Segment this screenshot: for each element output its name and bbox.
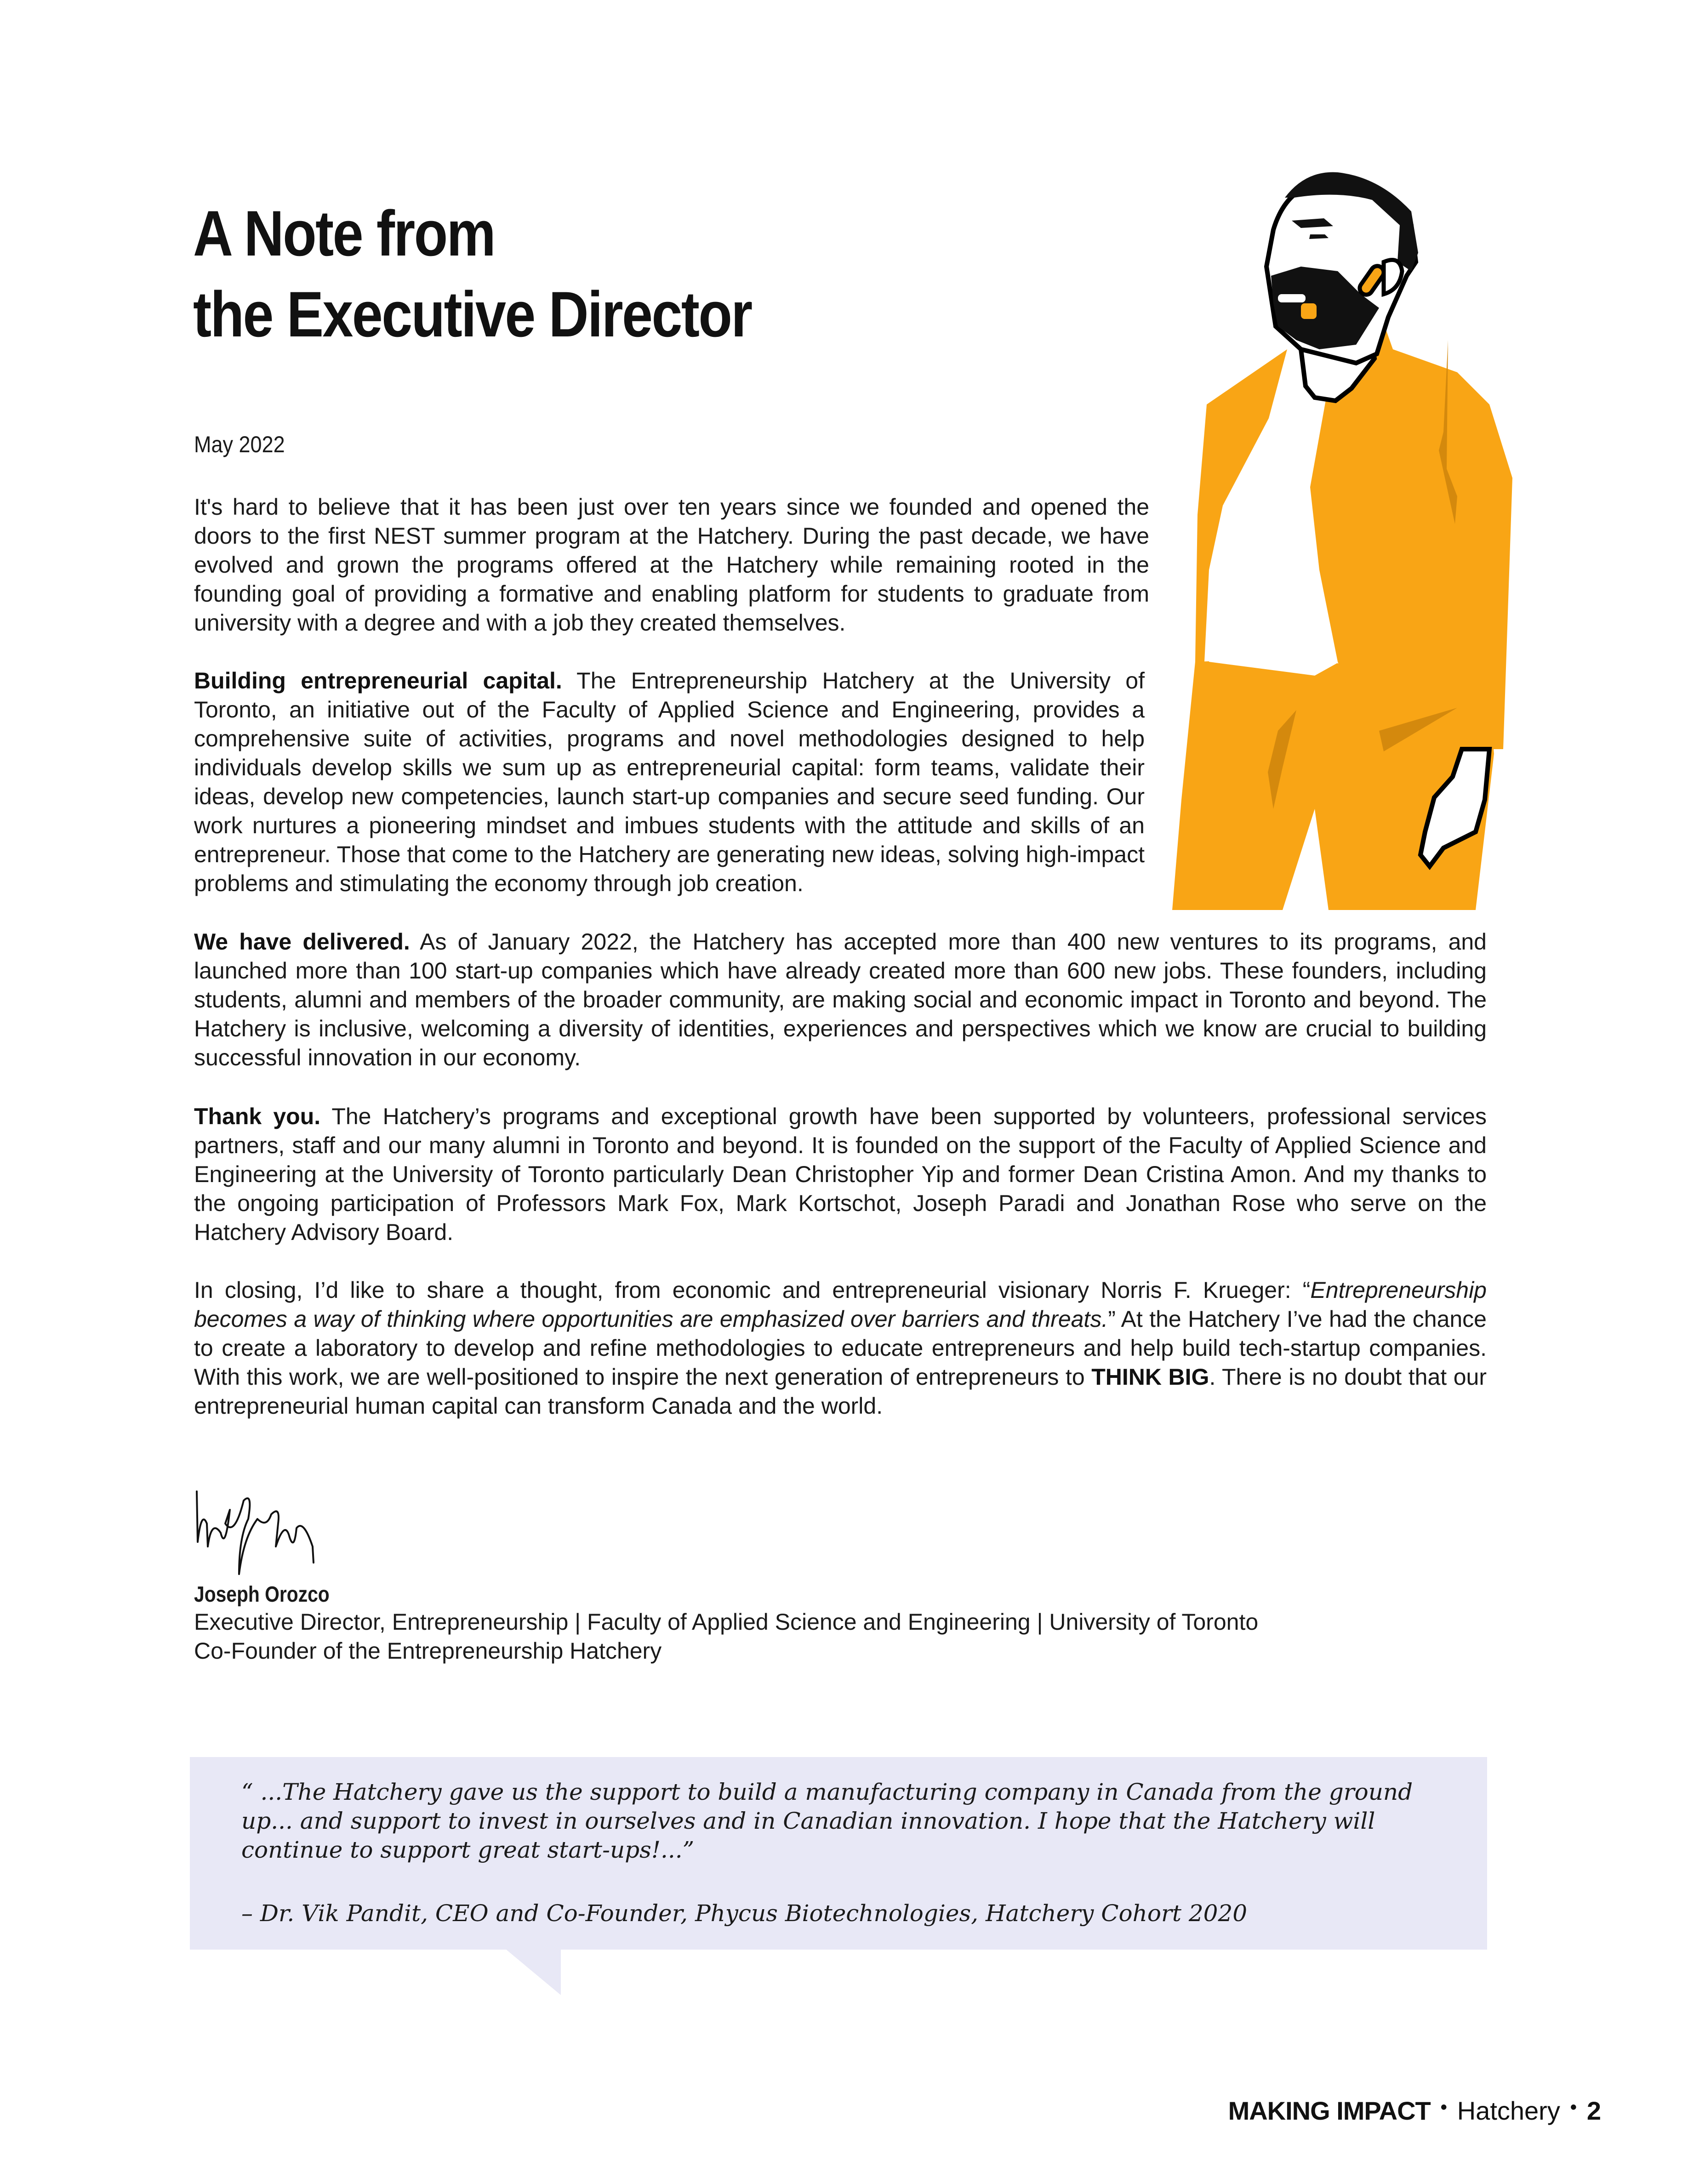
handwritten-signature <box>193 1482 405 1592</box>
paragraph-body: The Entrepreneurship Hatchery at the University of Toronto, an initiative out of the Faculty of Applied Science and Engineering, provides a comprehensive suite of activities, programs and novel methodologies designed to help individuals develop skills we sum up as entrepreneurial capital: form teams, validate their ideas, develop new competencies, launch start-up companies and secure seed funding. Our work nurtures a pioneering mindset and imbues students with the attitude and skills of an entrepreneur. Those that come to the Hatchery are generating new ideas, solving high-impact problems and stimulating the economy through job creation. <box>194 668 1145 896</box>
page-title <box>193 193 752 355</box>
page-footer <box>1228 2096 1601 2126</box>
krueger-quote: Entrepreneurship becomes a way of thinking where opportunities are emphasized over barriers and threats. <box>194 1277 1487 1332</box>
think-big-emphasis: THINK BIG <box>1091 1364 1209 1390</box>
testimonial-attribution: – Dr. Vik Pandit, CEO and Co-Founder, Phycus Biotechnologies, Hatchery Cohort 2020 <box>241 1900 1248 1927</box>
paragraph-thank-you <box>194 1102 1487 1247</box>
footer-section: MAKING IMPACT <box>1228 2096 1431 2125</box>
footer-separator: • <box>1570 2097 1577 2117</box>
paragraph-closing <box>194 1276 1487 1421</box>
page-title-line-1: A Note from <box>193 197 495 269</box>
footer-publication: Hatchery <box>1457 2096 1560 2125</box>
signatory-name: Joseph Orozco <box>194 1582 330 1607</box>
testimonial-quote: “ ...The Hatchery gave us the support to build a manufacturing company in Canada from the ground up... and support to invest in ourselves and in Canadian innovation. I hope that the Hatchery will continue to support great start-ups!...” <box>241 1779 1413 1863</box>
paragraph-building-capital <box>194 666 1145 898</box>
mouth-shape <box>1278 294 1306 302</box>
closing-end: . There is no doubt that our entrepreneurial human capital can transform Canada and the world. <box>194 1364 1487 1419</box>
signatory-cofounder: Co-Founder of the Entrepreneurship Hatchery <box>194 1638 662 1664</box>
paragraph-lead: Thank you. <box>194 1103 321 1129</box>
page-number: 2 <box>1586 2096 1601 2125</box>
letter-date: May 2022 <box>194 432 285 457</box>
signatory-role: Executive Director, Entrepreneurship | Faculty of Applied Science and Engineering | University of Toronto <box>194 1609 1259 1635</box>
paragraph-intro: It's hard to believe that it has been just over ten years since we founded and opened the doors to the first NEST summer program at the Hatchery. During the past decade, we have evolved and grown the programs offered at the Hatchery while remaining rooted in the founding goal of providing a formative and enabling platform for students to graduate from university with a degree and with a job they created themselves. <box>194 494 1149 636</box>
signature-stroke <box>197 1491 314 1574</box>
speech-bubble-tail <box>506 1949 561 1995</box>
paragraph-lead: We have delivered. <box>194 929 410 955</box>
closing-middle: ” At the Hatchery I’ve had the chance to create a laboratory to develop and refine methodologies to educate entrepreneurs and help build tech-startup companies. With this work, we are well-positioned to inspire the next generation of entrepreneurs to <box>194 1306 1487 1390</box>
paragraph-body: As of January 2022, the Hatchery has accepted more than 400 new ventures to its programs, and launched more than 100 start-up companies which have already created more than 600 new jobs. These founders, including students, alumni and members of the broader community, are making social and economic impact in Toronto and beyond. The Hatchery is inclusive, welcoming a diversity of identities, experiences and perspectives which we know are crucial to building successful innovation in our economy. <box>194 929 1487 1070</box>
paragraph-body: The Hatchery’s programs and exceptional growth have been supported by volunteers, professional services partners, staff and our many alumni in Toronto and beyond. It is founded on the support of the Faculty of Applied Science and Engineering at the University of Toronto particularly Dean Christopher Yip and former Dean Cristina Amon. And my thanks to the ongoing participation of Professors Mark Fox, Mark Kortschot, Joseph Paradi and Jonathan Rose who serve on the Hatchery Advisory Board. <box>194 1103 1487 1245</box>
paragraph-lead: Building entrepreneurial capital. <box>194 668 562 694</box>
headset-mic-tip-icon <box>1301 303 1317 319</box>
paragraph-delivered <box>194 927 1487 1072</box>
executive-director-illustration <box>1163 156 1522 910</box>
footer-separator: • <box>1440 2097 1447 2117</box>
page-title-line-2: the Executive Director <box>193 278 752 350</box>
closing-intro: In closing, I’d like to share a thought, from economic and entrepreneurial visionary Norris F. Krueger: “ <box>194 1277 1311 1303</box>
